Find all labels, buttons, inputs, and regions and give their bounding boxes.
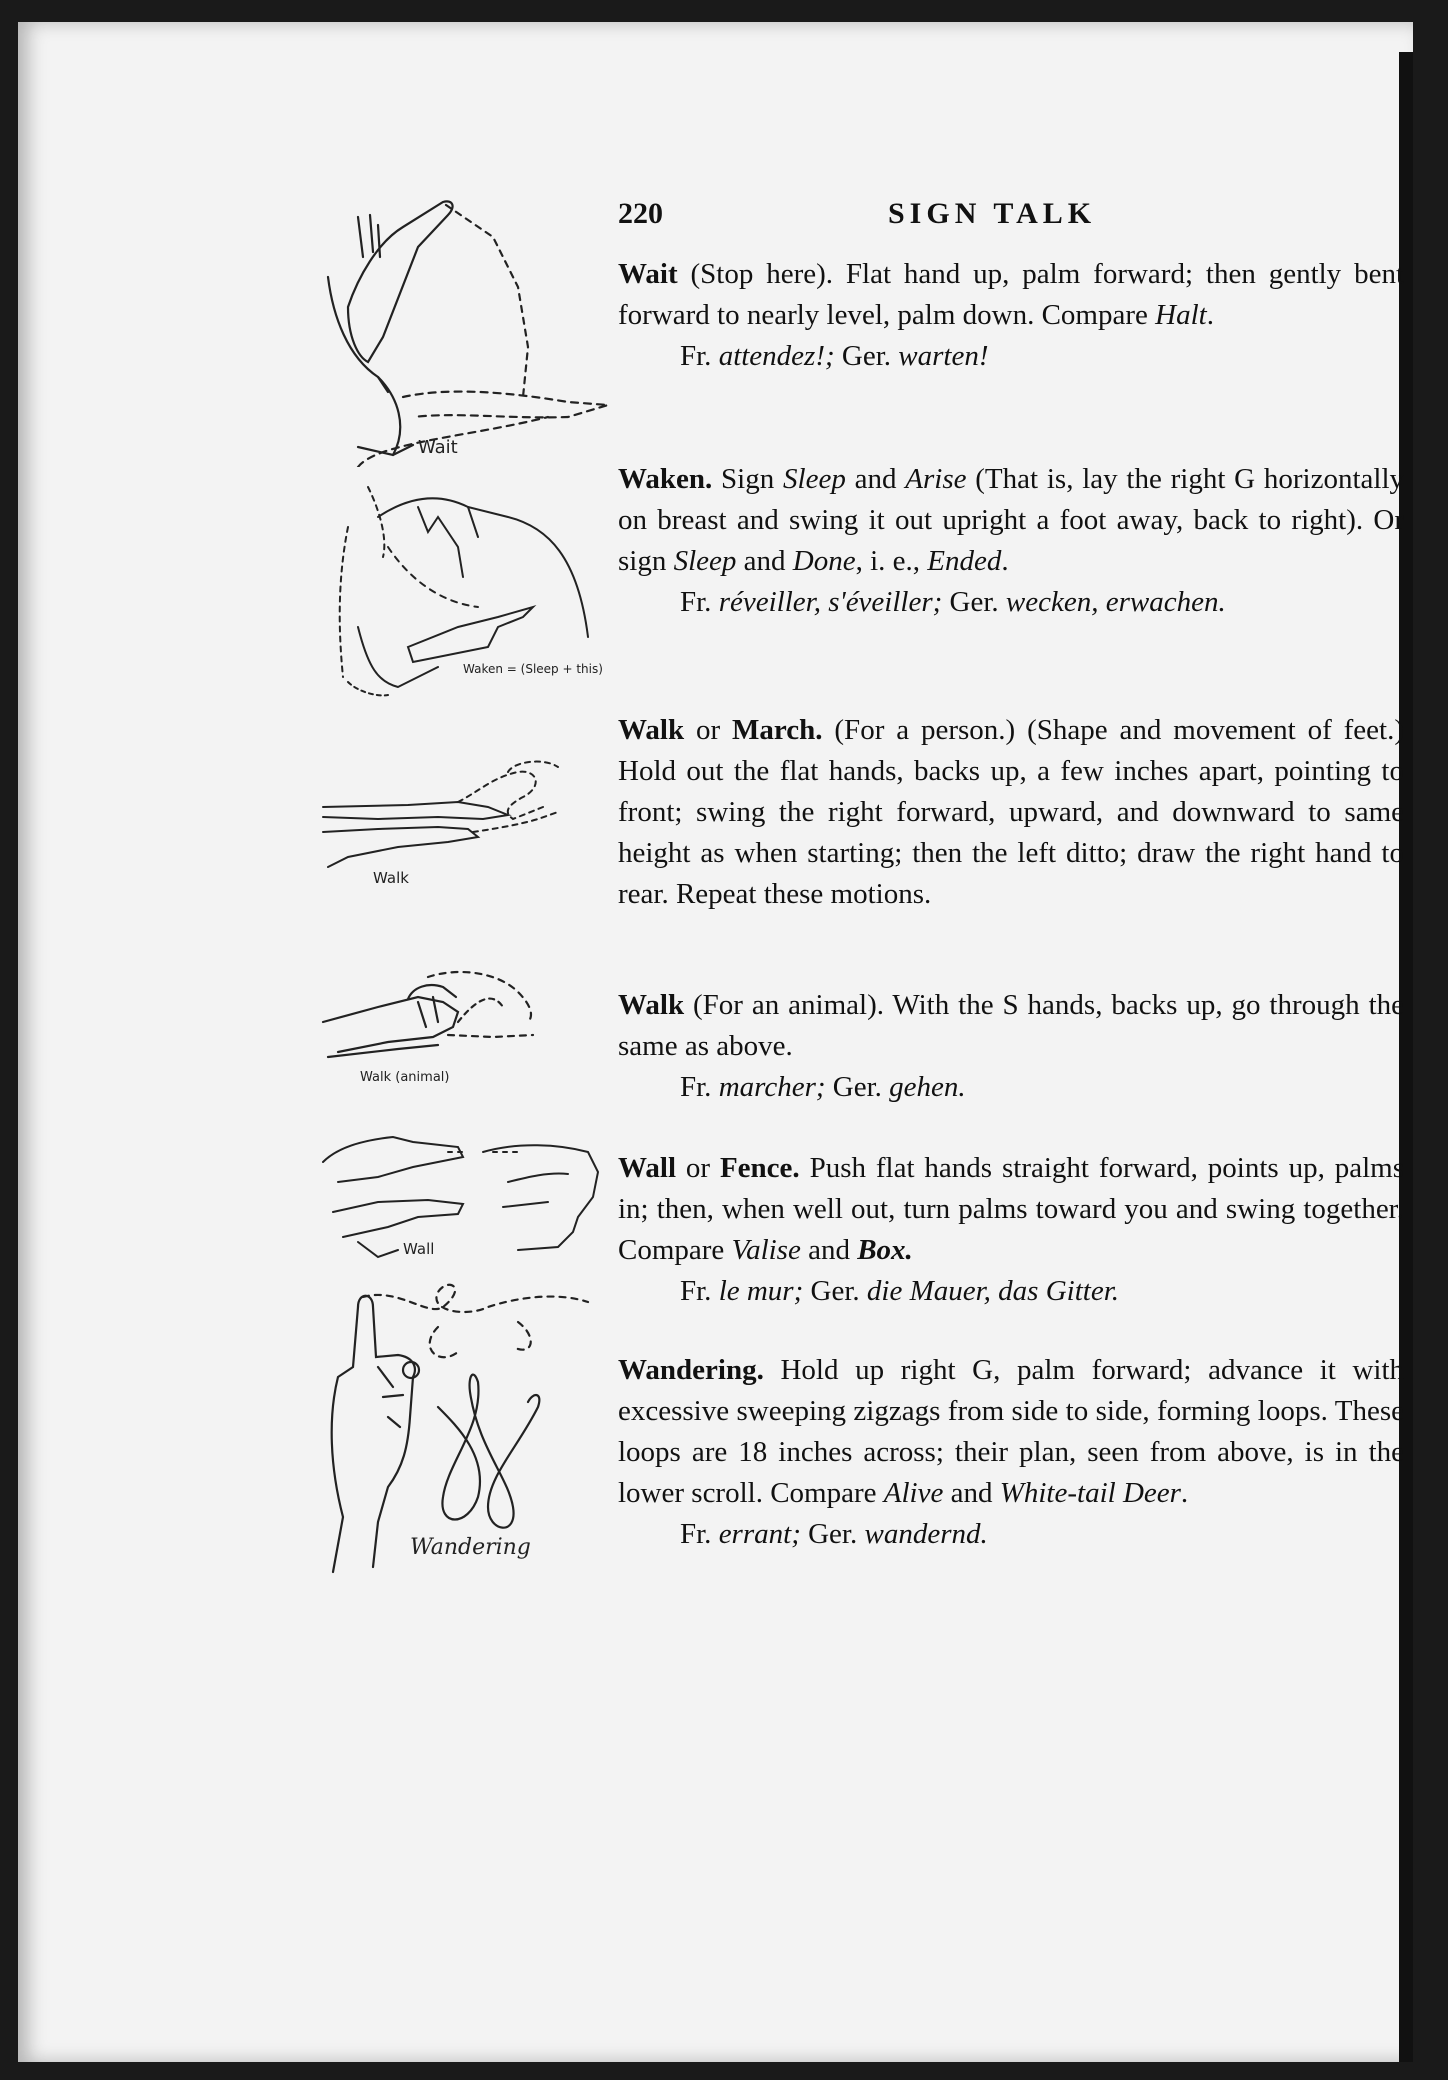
- text: or: [676, 1152, 720, 1184]
- cross-ref: Halt: [1155, 299, 1207, 331]
- entry-walk: [618, 710, 1404, 915]
- fr-label: Fr.: [680, 1071, 719, 1103]
- cross-ref: Done: [792, 545, 856, 577]
- cross-ref: Arise: [905, 463, 967, 495]
- wall-caption: Wall: [403, 1240, 435, 1258]
- fr-translation: le mur;: [718, 1275, 804, 1307]
- running-header: [618, 192, 1158, 242]
- headword-waken: Waken.: [618, 463, 713, 495]
- cross-ref: White-tail Deer: [999, 1477, 1181, 1509]
- fr-label: Fr.: [680, 340, 719, 372]
- ger-label: Ger.: [942, 586, 1006, 618]
- waken-illustration: [318, 477, 618, 702]
- entry-wait-definition: [618, 254, 1404, 336]
- entry-wandering: [618, 1350, 1404, 1555]
- ger-translation: wecken, erwachen.: [1005, 586, 1226, 618]
- text: .: [1206, 299, 1214, 331]
- ger-label: Ger.: [803, 1275, 867, 1307]
- fr-translation: errant;: [718, 1518, 801, 1550]
- walk-caption: Walk: [373, 869, 409, 887]
- wall-illustration: [318, 1122, 618, 1262]
- entry-wandering-definition: [618, 1350, 1404, 1514]
- entry-wait-translations: [618, 336, 1404, 377]
- headword-march: March.: [732, 714, 823, 746]
- entry-wait: [618, 254, 1404, 377]
- text: .: [1001, 545, 1009, 577]
- entry-walk-definition: [618, 710, 1404, 915]
- cross-ref: Sleep: [673, 545, 737, 577]
- text: and: [800, 1234, 858, 1266]
- headword-wall: Wall: [618, 1152, 677, 1184]
- entry-wall-translations: [618, 1271, 1404, 1312]
- text: .: [1180, 1477, 1189, 1509]
- fr-label: Fr.: [680, 1275, 719, 1307]
- ger-label: Ger.: [825, 1071, 890, 1103]
- entry-walk-animal-translations: [618, 1067, 1404, 1108]
- ger-translation: warten!: [898, 340, 989, 372]
- wait-illustration: [318, 197, 618, 467]
- wait-caption: Wait: [418, 437, 458, 458]
- text: (Stop here). Flat hand up, palm forward; then gently bent forward to nearly level, palm down. Compare: [618, 258, 1404, 331]
- entry-walk-animal: [618, 985, 1404, 1108]
- entry-wandering-translations: [618, 1514, 1404, 1555]
- headword-wandering: Wandering.: [618, 1354, 764, 1386]
- waken-caption: Waken = (Sleep + this): [463, 662, 603, 676]
- text: and: [736, 545, 793, 577]
- walk-illustration: [318, 757, 618, 897]
- cross-ref: Alive: [883, 1477, 944, 1509]
- entry-wall-definition: [618, 1148, 1404, 1271]
- page-number: 220: [618, 197, 663, 230]
- wandering-caption: Wandering: [410, 1535, 531, 1560]
- cross-ref: Ended: [927, 545, 1002, 577]
- running-title: SIGN TALK: [888, 197, 1097, 230]
- text: or: [684, 714, 733, 746]
- headword-wait: Wait: [618, 258, 678, 290]
- walk-animal-caption: Walk (animal): [360, 1070, 450, 1085]
- walk-animal-illustration: [318, 967, 618, 1085]
- headword-fence: Fence.: [719, 1152, 800, 1184]
- ger-translation: gehen.: [889, 1071, 966, 1103]
- ger-label: Ger.: [800, 1518, 865, 1550]
- entry-waken: [618, 459, 1404, 623]
- text: (For an animal). With the S hands, backs up, go through the same as above.: [618, 989, 1404, 1062]
- text: and: [943, 1477, 1000, 1509]
- text: Push flat hands straight forward, points up, palms in; then, when well out, turn palms toward you and swing together. Compare: [618, 1152, 1404, 1266]
- text: Hold up right G, palm forward; advance it with excessive sweeping zigzags from side to side, forming loops. These loops are 18 inches across; their plan, seen from above, is in the lower scroll. Compare: [618, 1354, 1404, 1509]
- cross-ref: Sleep: [783, 463, 846, 495]
- entry-wall: [618, 1148, 1404, 1312]
- fr-label: Fr.: [680, 586, 719, 618]
- headword-walk: Walk: [618, 714, 685, 746]
- text: Sign: [712, 463, 784, 495]
- text: , i. e.,: [855, 545, 928, 577]
- entry-walk-animal-definition: [618, 985, 1404, 1067]
- entry-waken-definition: [618, 459, 1404, 582]
- ger-translation: die Mauer, das Gitter.: [866, 1275, 1120, 1307]
- ger-translation: wandernd.: [864, 1518, 988, 1550]
- ger-label: Ger.: [834, 340, 899, 372]
- entry-waken-translations: [618, 582, 1404, 623]
- wandering-illustration: [318, 1277, 618, 1577]
- headword-walk-animal: Walk: [618, 989, 685, 1021]
- fr-label: Fr.: [680, 1518, 719, 1550]
- book-page: [18, 22, 1413, 2062]
- text: and: [845, 463, 906, 495]
- text: (That is, lay the right G horizontally on breast and swing it out upright a foot away, back to right). Or sign: [618, 463, 1405, 577]
- text: (For a person.) (Shape and movement of feet.) Hold out the flat hands, backs up, a few inches apart, pointing to front; swing the right forward, upward, and downward to same height as when starting; then the left ditto; draw the right hand to rear. Repeat these motions.: [618, 714, 1404, 910]
- fr-translation: attendez!;: [718, 340, 835, 372]
- cross-ref: Box.: [857, 1234, 913, 1266]
- fr-translation: marcher;: [718, 1071, 826, 1103]
- fr-translation: réveiller, s'éveiller;: [718, 586, 943, 618]
- cross-ref: Valise: [731, 1234, 801, 1266]
